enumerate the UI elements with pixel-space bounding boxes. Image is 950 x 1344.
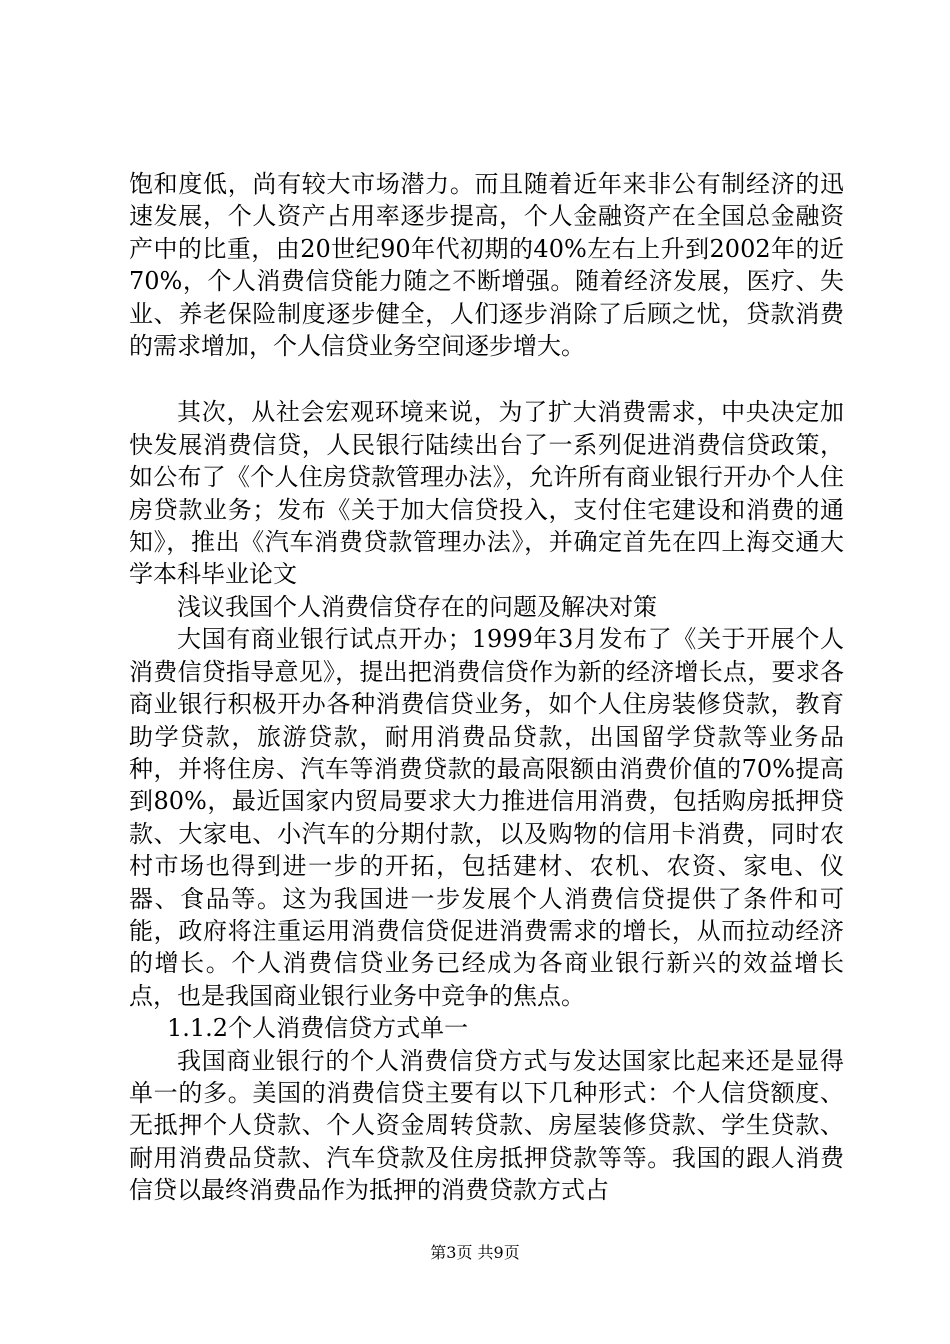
paragraph-gap	[129, 362, 844, 396]
document-body	[129, 168, 844, 1207]
page-footer: 第3页 共9页	[430, 1243, 520, 1262]
paragraph-macro-environment: 其次，从社会宏观环境来说，为了扩大消费需求，中央决定加快发展消费信贷，人民银行陆续出台了一系列促进消费信贷政策，如公布了《个人住房贷款管理办法》，允许所有商业银行开办个人住房贷款业务；发布《关于加大信贷投入，支付住宅建设和消费的通知》，推出《汽车消费贷款管理办法》，并确定首先在四上海交通大学本科毕业论文	[129, 398, 844, 589]
paragraph-policy-details: 大国有商业银行试点开办；1999年3月发布了《关于开展个人消费信贷指导意见》，提出把消费信贷作为新的经济增长点，要求各商业银行积极开办各种消费信贷业务，如个人住房装修贷款，教育助学贷款，旅游贷款，耐用消费品贷款，出国留学贷款等业务品种，并将住房、汽车等消费贷款的最高限额由消费价值的70%提高到80%，最近国家内贸局要求大力推进信用消费，包括购房抵押贷款、大家电、小汽车的分期付款，以及购物的信用卡消费，同时农村市场也得到进一步的开拓，包括建材、农机、农资、家电、仪器、食品等。这为我国进一步发展个人消费信贷提供了条件和可能，政府将注重运用消费信贷促进消费需求的增长，从而拉动经济的增长。个人消费信贷业务已经成为各商业银行新兴的效益增长点，也是我国商业银行业务中竞争的焦点。	[129, 625, 844, 1010]
paper-title-line: 浅议我国个人消费信贷存在的问题及解决对策	[177, 592, 657, 621]
paragraph-credit-methods: 我国商业银行的个人消费信贷方式与发达国家比起来还是显得单一的多。美国的消费信贷主要有以下几种形式：个人信贷额度、无抵押个人贷款、个人资金周转贷款、房屋装修贷款、学生贷款、耐用消费品贷款、汽车贷款及住房抵押贷款等等。我国的跟人消费信贷以最终消费品作为抵押的消费贷款方式占	[129, 1046, 844, 1205]
paragraph-continuation: 饱和度低，尚有较大市场潜力。而且随着近年来非公有制经济的迅速发展，个人资产占用率逐步提高，个人金融资产在全国总金融资产中的比重，由20世纪90年代初期的40%左右上升到2002年的近70%，个人消费信贷能力随之不断增强。随着经济发展，医疗、失业、养老保险制度逐步健全，人们逐步消除了后顾之忧，贷款消费的需求增加，个人信贷业务空间逐步增大。	[129, 170, 844, 361]
section-heading: 1.1.2个人消费信贷方式单一	[167, 1014, 469, 1043]
